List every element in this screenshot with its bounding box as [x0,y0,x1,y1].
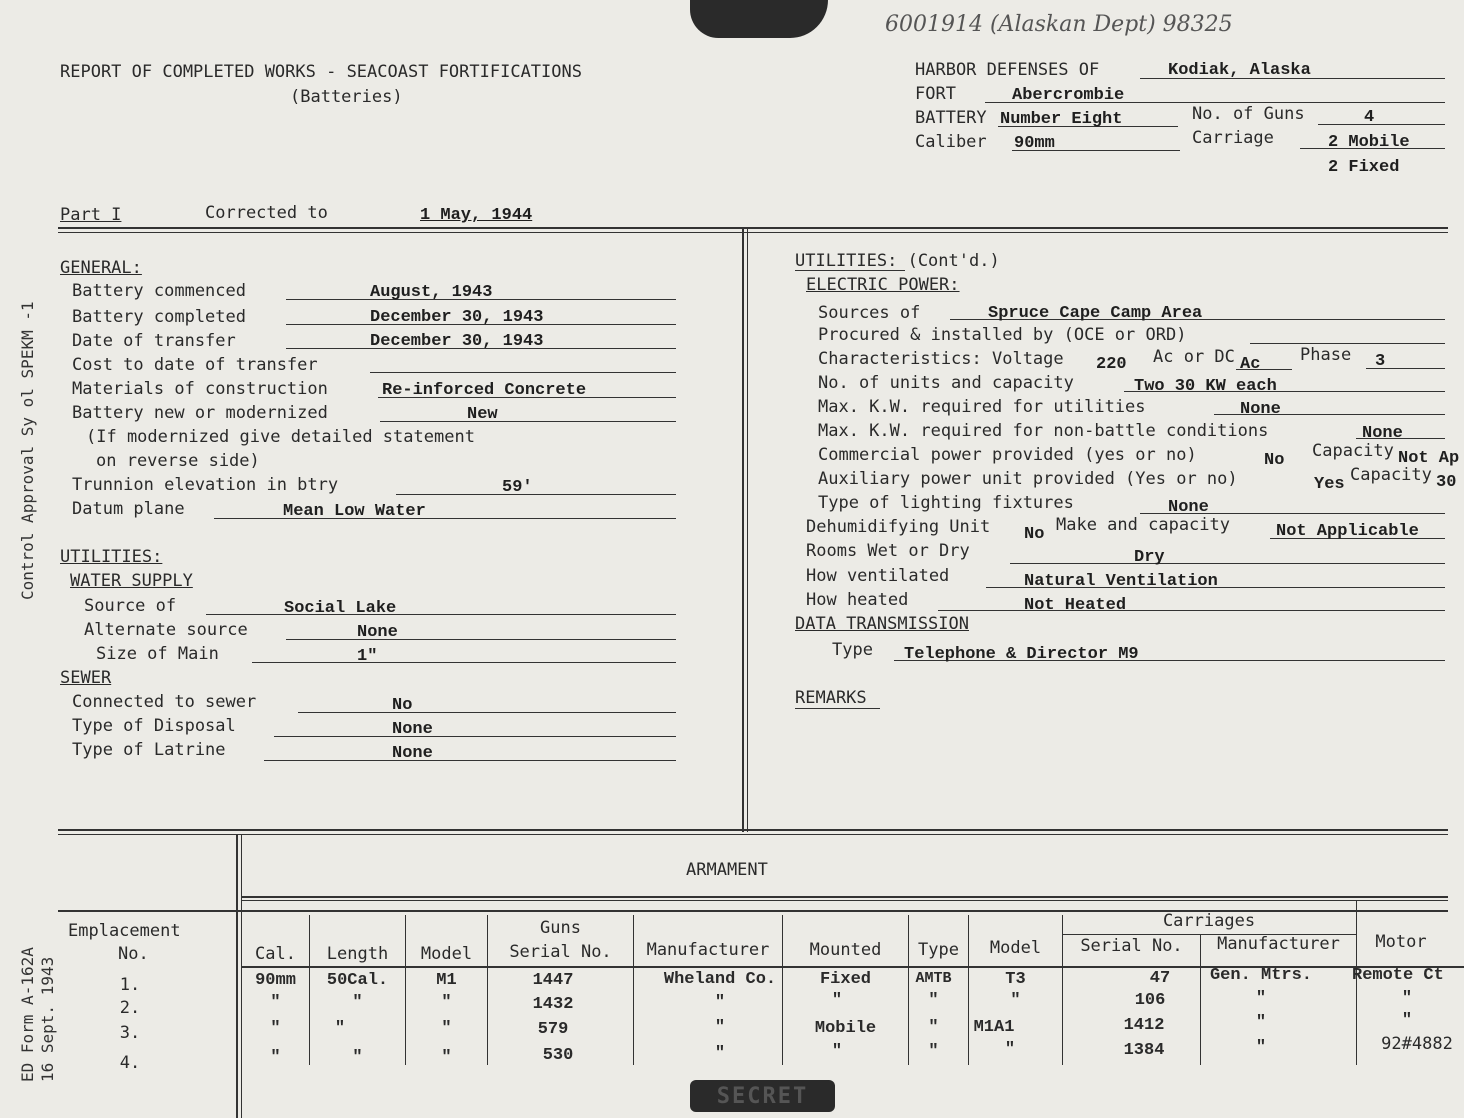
phase-value: 3 [1375,352,1386,371]
row-4-carriage-manufacturer: " [1255,1038,1267,1057]
row-1-cal: 90mm [255,971,296,990]
form-date: 16 Sept. 1943 [38,956,57,1082]
row-4-motor: 92#4882 [1381,1034,1453,1054]
row-4-manufacturer: " [714,1044,726,1063]
sewer-heading: SEWER [60,668,112,688]
row-4-serial: 530 [542,1046,574,1065]
caliber-label: Caliber [915,132,987,152]
size-of-main-value: 1" [357,647,378,666]
row-3-model: " [441,1019,452,1038]
commenced-value: August, 1943 [370,283,493,302]
col-carriage-manufacturer: Manufacturer [1217,934,1340,954]
row-1-carriage-model: T3 [1005,970,1026,989]
corrected-label: Corrected to [205,203,328,223]
transmission-type-value: Telephone & Director M9 [904,645,1139,664]
transfer-label: Date of transfer [72,331,236,351]
completed-label: Battery completed [72,307,246,327]
col-emplacement: Emplacement [68,921,181,941]
row-2-manufacturer: " [714,993,726,1012]
control-approval-symbol: Control Approval Sy ol SPEKM -1 [18,301,37,600]
max-kw-value: None [1240,400,1281,419]
report-subtitle: (Batteries) [290,87,403,107]
carriage-label: Carriage [1192,128,1274,148]
row-4-model: " [441,1048,452,1067]
top-stamp-mark [690,0,828,38]
guns-count-value: 4 [1364,108,1375,127]
row-3-no: 3. [119,1023,141,1043]
row-2-cal: " [270,993,281,1012]
transfer-value: December 30, 1943 [370,332,544,351]
harbor-value: Kodiak, Alaska [1168,61,1311,80]
max-kw-label: Max. K.W. required for utilities [818,397,1146,417]
auxiliary-capacity-value: 30 [1436,473,1457,492]
guns-group-header: Guns [540,918,581,938]
data-transmission-heading: DATA TRANSMISSION [795,614,969,634]
row-3-carriage-serial: 1412 [1123,1016,1165,1035]
units-value: Two 30 KW each [1134,377,1277,396]
row-1-carriage-serial: 47 [1149,969,1171,988]
materials-value: Re-inforced Concrete [382,381,587,400]
row-4-carriage-model: " [1004,1040,1016,1059]
alternate-source-value: None [357,623,398,642]
row-1-type: AMTB [915,970,952,987]
new-or-modernized-value: New [467,405,498,424]
alternate-source-label: Alternate source [84,620,248,640]
col-model: Model [420,944,473,964]
row-4-mounted: " [831,1042,843,1061]
commenced-label: Battery commenced [72,281,246,301]
water-source-label: Source of [84,596,177,616]
fort-label: FORT [915,84,956,104]
row-1-serial: 1447 [532,971,574,990]
guns-count-label: No. of Guns [1192,104,1305,124]
carriages-group-header: Carriages [1162,911,1256,931]
secret-stamp [690,1080,835,1112]
completed-value: December 30, 1943 [370,308,544,327]
ac-dc-value: Ac [1240,355,1261,374]
utilities-contd-heading: UTILITIES: (Cont'd.) [795,251,1000,271]
battery-label: BATTERY [915,108,987,128]
power-sources-value: Spruce Cape Camp Area [988,304,1203,323]
row-2-no: 2. [119,998,141,1018]
units-label: No. of units and capacity [818,373,1074,393]
auxiliary-power-label: Auxiliary power unit provided (Yes or no) [818,469,1238,489]
col-carriage-serial: Serial No. [1080,936,1183,956]
armament-heading: ARMAMENT [686,860,768,880]
row-4-cal: " [270,1048,281,1067]
row-1-no: 1. [119,975,141,995]
row-4-type: " [928,1042,939,1061]
handwritten-reference: 6001914 (Alaskan Dept) 98325 [885,12,1233,37]
row-3-carriage-model: M1A1 [973,1018,1015,1037]
heated-label: How heated [806,590,909,610]
trunnion-label: Trunnion elevation in btry [72,475,339,495]
max-kw-non-battle-label: Max. K.W. required for non-battle conditions [818,421,1269,441]
row-1-motor: Remote Ct [1352,966,1444,985]
latrine-value: None [392,744,433,763]
water-supply-heading: WATER SUPPLY [70,571,193,591]
row-4-no: 4. [119,1053,141,1073]
row-1-carriage-manufacturer: Gen. Mtrs. [1209,966,1313,985]
ac-dc-label: Ac or DC [1153,347,1235,367]
max-kw-non-battle-value: None [1362,424,1403,443]
datum-value: Mean Low Water [283,502,426,521]
auxiliary-capacity-label: Capacity [1350,465,1432,485]
electric-power-heading: ELECTRIC POWER: [806,275,960,295]
utilities-heading: UTILITIES: [60,547,163,567]
row-1-manufacturer: Wheland Co. [663,970,777,989]
top-rule [58,227,1448,229]
voltage-value: 220 [1096,355,1127,374]
row-4-carriage-serial: 1384 [1123,1041,1165,1060]
col-manufacturer: Manufacturer [646,940,770,960]
row-3-serial: 579 [537,1020,569,1039]
row-2-serial: 1432 [532,995,574,1014]
row-2-carriage-manufacturer: " [1255,989,1267,1008]
connected-label: Connected to sewer [72,692,257,712]
corrected-value: 1 May, 1944 [420,206,533,225]
general-heading: GENERAL: [60,258,142,278]
carriage-value-mobile: 2 Mobile [1328,133,1410,152]
col-cal: Cal. [255,944,296,964]
commercial-capacity-label: Capacity [1312,441,1394,461]
dehumidifying-label: Dehumidifying Unit [806,517,991,537]
row-3-manufacturer: " [714,1018,726,1037]
carriage-value-fixed: 2 Fixed [1328,158,1400,177]
modernized-note-2: on reverse side) [96,451,260,471]
lighting-label: Type of lighting fixtures [818,493,1074,513]
battery-value: Number Eight [1000,110,1123,129]
phase-label: Phase [1300,345,1352,365]
new-or-modernized-label: Battery new or modernized [72,403,328,423]
auxiliary-power-value: Yes [1314,475,1345,494]
power-sources-label: Sources of [818,303,921,323]
commercial-power-label: Commercial power provided (yes or no) [818,445,1197,465]
commercial-power-value: No [1264,451,1285,470]
rooms-value: Dry [1134,548,1165,567]
col-emplacement-no: No. [118,944,149,964]
report-title: REPORT OF COMPLETED WORKS - SEACOAST FORTIFICATIONS [60,62,582,82]
middle-rule [58,829,1448,831]
connected-value: No [392,696,413,715]
materials-label: Materials of construction [72,379,328,399]
lighting-value: None [1168,498,1209,517]
row-2-motor: " [1401,989,1413,1008]
part-label: Part I [60,205,122,225]
row-3-length: " [334,1019,346,1038]
row-2-length: " [352,993,363,1012]
row-3-motor: " [1401,1011,1413,1030]
armament-left-border [236,835,238,1118]
make-capacity-value: Not Applicable [1276,522,1419,541]
caliber-value: 90mm [1014,134,1055,153]
row-2-carriage-serial: 106 [1134,991,1166,1010]
row-3-cal: " [270,1019,281,1038]
row-2-carriage-model: " [1010,991,1021,1010]
secret-stamp-text: SECRET [716,1083,809,1109]
col-serial: Serial No. [509,942,612,962]
characteristics-label: Characteristics: Voltage [818,349,1064,369]
row-3-carriage-manufacturer: " [1255,1013,1267,1032]
ventilated-label: How ventilated [806,566,950,586]
dehumidifying-value: No [1024,525,1045,544]
ventilated-value: Natural Ventilation [1024,572,1218,591]
row-3-mounted: Mobile [814,1019,877,1038]
row-3-type: " [928,1018,939,1037]
disposal-value: None [392,720,433,739]
col-carriage-model: Model [989,938,1042,958]
col-mounted: Mounted [809,940,882,960]
col-type: Type [918,940,959,960]
size-of-main-label: Size of Main [96,644,219,664]
modernized-note-1: (If modernized give detailed statement [86,427,475,447]
trunnion-value: 59' [502,478,533,497]
make-capacity-label: Make and capacity [1056,515,1230,535]
center-divider [742,227,744,832]
row-1-model: M1 [436,971,457,990]
disposal-label: Type of Disposal [72,716,236,736]
transmission-type-label: Type [832,640,873,660]
row-2-mounted: " [831,991,843,1010]
row-2-type: " [928,991,939,1010]
col-motor: Motor [1375,932,1427,952]
commercial-capacity-value: Not Ap [1398,449,1460,468]
harbor-label: HARBOR DEFENSES OF [915,60,1100,80]
row-2-model: " [441,993,452,1012]
remarks-heading: REMARKS [795,688,867,708]
row-1-mounted: Fixed [819,970,871,989]
latrine-label: Type of Latrine [72,740,226,760]
col-length: Length [326,944,389,964]
form-id: ED Form A-162A [18,947,37,1082]
cost-label: Cost to date of transfer [72,355,318,375]
row-4-length: " [352,1048,363,1067]
procured-label: Procured & installed by (OCE or ORD) [818,325,1187,345]
datum-label: Datum plane [72,499,185,519]
water-source-value: Social Lake [284,599,397,618]
row-1-length: 50Cal. [326,971,389,990]
rooms-label: Rooms Wet or Dry [806,541,970,561]
heated-value: Not Heated [1024,596,1127,615]
fort-value: Abercrombie [1012,86,1125,105]
